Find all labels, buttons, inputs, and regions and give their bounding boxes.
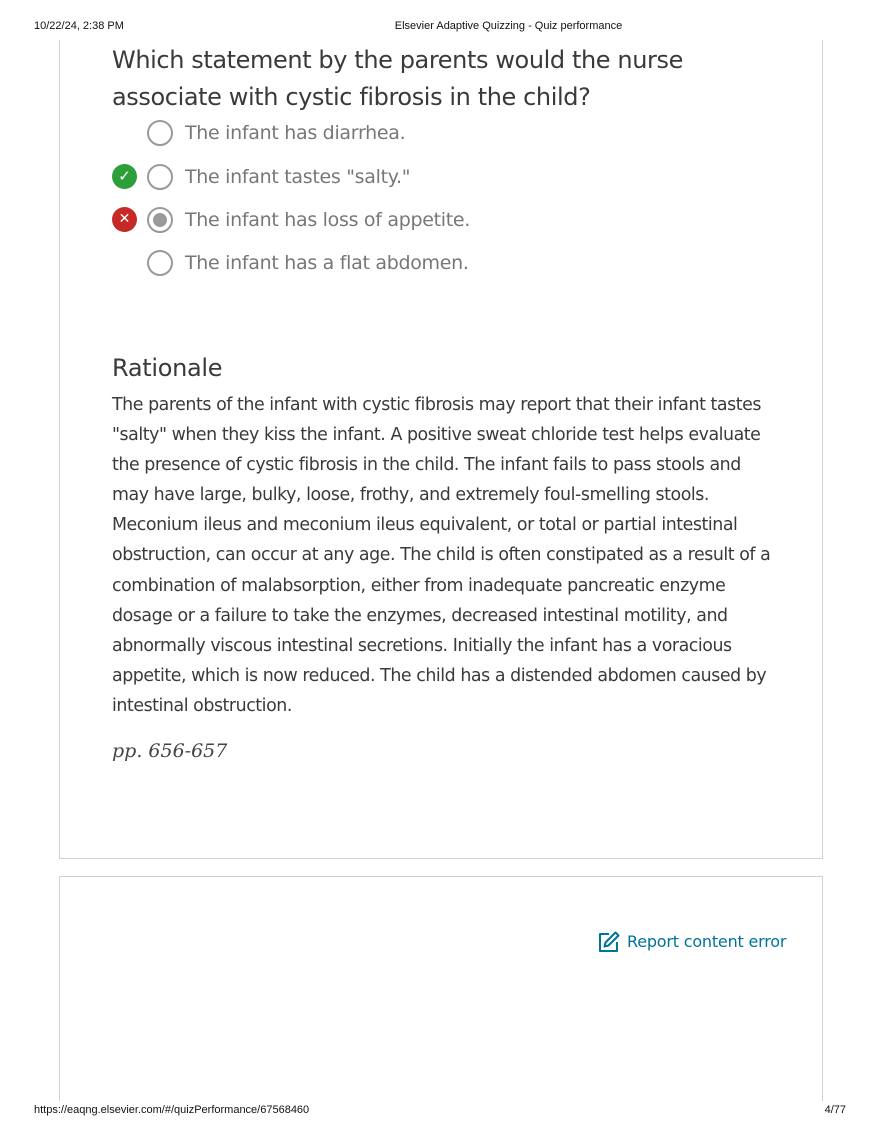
report-content-error-label: Report content error	[627, 932, 787, 951]
print-url: https://eaqng.elsevier.com/#/quizPerformance/67568460	[34, 1104, 310, 1116]
correct-check-icon: ✓	[112, 164, 137, 189]
answer-option[interactable]	[60, 205, 760, 235]
print-header	[0, 20, 880, 40]
answer-option[interactable]	[60, 118, 760, 148]
radio-button[interactable]	[147, 120, 173, 146]
answer-option-label: The infant tastes "salty."	[185, 166, 411, 188]
answer-option[interactable]	[60, 248, 760, 278]
radio-selected-dot	[153, 213, 167, 227]
answer-option[interactable]	[60, 162, 760, 192]
print-page-title: Elsevier Adaptive Quizzing - Quiz performance	[394, 20, 623, 32]
question-stem: Which statement by the parents would the nurse associate with cystic fibrosis in the child?	[112, 46, 683, 111]
report-card	[59, 876, 823, 1101]
answer-option-label: The infant has a flat abdomen.	[185, 252, 469, 274]
print-footer	[0, 1104, 880, 1124]
print-page-number: 4/77	[824, 1104, 846, 1116]
print-datetime: 10/22/24, 2:38 PM	[34, 20, 124, 32]
answer-option-label: The infant has loss of appetite.	[185, 209, 471, 231]
edit-icon	[597, 930, 621, 954]
radio-button-selected[interactable]	[147, 207, 173, 233]
rationale-text: The parents of the infant with cystic fibrosis may report that their infant tastes "salty" when they kiss the infant. A positive sweat chloride test helps evaluate the presence of cystic fibrosis in the child. The infant fails to pass stools and may have large, bulky, loose, frothy, and extremely foul-smelling stools. Meconium ileus and meconium ileus equivalent, or total or partial intestinal obstruction, can occur at any age. The child is often constipated as a result of a combination of malabsorption, either from inadequate pancreatic enzyme dosage or a failure to take the enzymes, decreased intestinal motility, and abnormally viscous intestinal secretions. Initially the infant has a voracious appetite, which is now reduced. The child has a distended abdomen caused by intestinal obstruction.	[112, 395, 771, 716]
incorrect-x-icon: ✕	[112, 207, 137, 232]
rationale-page-reference: pp. 656-657	[112, 740, 228, 762]
rationale-heading: Rationale	[112, 354, 223, 382]
radio-button[interactable]	[147, 164, 173, 190]
radio-button[interactable]	[147, 250, 173, 276]
question-card	[59, 40, 823, 859]
answer-option-label: The infant has diarrhea.	[185, 122, 406, 144]
